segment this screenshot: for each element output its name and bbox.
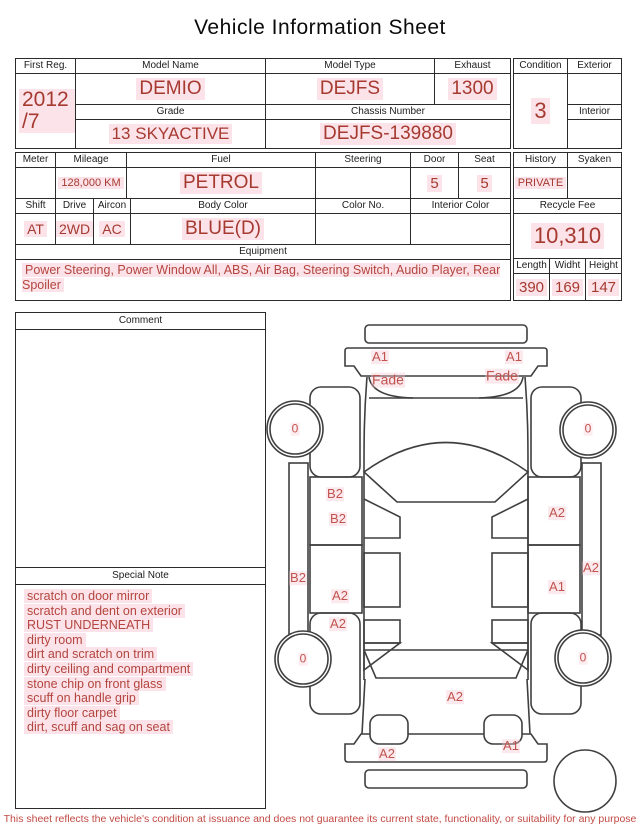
aircon-value: AC [94,214,130,244]
history-label: History [514,153,567,168]
cell-grade [76,104,266,148]
cell-model-name [76,59,266,104]
damage-mark-tailgate: A2 [447,689,463,705]
cell-body-color [131,199,316,244]
damage-mark-hood-left: Fade [372,371,404,388]
damage-mark-rear-bumper-right: A1 [503,738,519,754]
grade-label: Grade [76,105,265,120]
cell-height [586,259,621,300]
width-value: 169 [550,274,585,300]
model-type-value: DEJFS [266,74,434,104]
model-name-value: DEMIO [76,74,265,104]
cell-exterior [568,59,621,104]
special-note-line: dirty floor carpet [24,706,257,721]
color-no-label: Color No. [316,199,410,214]
steering-value [316,168,410,198]
damage-mark-front-right-wheel: 0 [584,421,592,436]
car-damage-diagram [265,310,640,818]
damage-mark-left-sill: B2 [290,570,306,586]
comment-body [16,330,265,568]
cell-door [411,153,459,198]
door-label: Door [411,153,458,168]
special-note-line: scratch on door mirror [24,589,257,604]
cell-recycle-fee [514,198,621,258]
cell-model-type [266,59,435,104]
cell-drive [56,199,94,244]
damage-mark-rear-bumper-left: A2 [379,746,395,762]
recycle-fee-label: Recycle Fee [514,199,621,214]
spare-wheel [554,750,616,812]
damage-mark-rear-right-wheel: 0 [579,650,587,665]
syaken-label: Syaken [568,153,621,168]
cell-interior-color [411,199,510,244]
special-note-line: dirty ceiling and compartment [24,662,257,677]
special-note-line: RUST UNDERNEATH [24,618,257,633]
special-note-line: scratch and dent on exterior [24,604,257,619]
cell-length [514,259,550,300]
interior-color-label: Interior Color [411,199,510,214]
mileage-label: Mileage [56,153,126,168]
cell-history [514,153,568,198]
length-label: Length [514,259,549,274]
damage-mark-front-bumper-right: A1 [506,349,522,365]
condition-value: 3 [514,74,567,148]
cell-syaken [568,153,621,198]
exhaust-value: 1300 [435,74,510,104]
seat-label: Seat [459,153,510,168]
interior-value [568,120,621,148]
page-title: Vehicle Information Sheet [194,16,446,39]
damage-mark-front-right-door: A2 [549,505,565,521]
cell-aircon [94,199,131,244]
steering-label: Steering [316,153,410,168]
damage-mark-rear-left-wheel: 0 [299,651,307,666]
syaken-value [568,168,621,198]
wheels [267,401,616,687]
cabin [364,443,528,681]
exhaust-label: Exhaust [435,59,510,74]
comment-panel [15,312,266,809]
special-note-line: stone chip on front glass [24,677,257,692]
height-label: Height [586,259,621,274]
first-reg-label: First Reg. [16,59,75,74]
exterior-value [568,74,621,104]
exterior-label: Exterior [568,59,621,74]
fenders [310,387,581,714]
chassis-number-value: DEJFS-139880 [266,120,510,148]
shift-value: AT [16,214,55,244]
interior-label: Interior [568,105,621,120]
special-note-label: Special Note [16,568,265,585]
damage-mark-front-bumper-left: A1 [372,349,388,365]
door-value: 5 [411,168,458,198]
special-note-line: dirt, scuff and sag on seat [24,720,257,735]
cell-equipment [16,244,510,300]
damage-mark-rear-left-fender: A2 [330,616,346,632]
cell-steering [316,153,411,198]
drive-value: 2WD [56,214,93,244]
special-note-list [16,585,265,808]
tail-lights [370,715,522,744]
condition-table [513,58,622,149]
damage-mark-hood-right: Fade [486,367,518,384]
condition-label: Condition [514,59,567,74]
special-note-line: dirt and scratch on trim [24,647,257,662]
meter-value [16,168,55,198]
shift-label: Shift [16,199,55,214]
first-reg-year: 2012 [19,89,75,111]
cell-condition [514,59,568,148]
equipment-value: Power Steering, Power Window All, ABS, Air Bag, Steering Switch, Audio Player, Rear Spoiler [22,263,501,292]
first-reg-value [16,74,75,148]
body-color-value: BLUE(D) [131,214,315,244]
seat-value: 5 [459,168,510,198]
equipment-label: Equipment [16,245,510,260]
width-label: Widht [550,259,585,274]
cell-width [550,259,586,300]
color-no-value [316,214,410,244]
fuel-value: PETROL [127,168,315,198]
rear-bumper-strip [365,770,527,788]
body-color-label: Body Color [131,199,315,214]
damage-mark-rear-left-door: A2 [332,588,348,604]
length-value: 390 [514,274,549,300]
damage-mark-rear-right-door: A1 [549,579,565,595]
comment-label: Comment [16,313,265,330]
cell-color-no [316,199,411,244]
damage-mark-right-sill: A2 [583,560,599,576]
disclaimer-text: This sheet reflects the vehicle's condition at issuance and does not guarantee its current state, functionality, or suitability for any purpose [3,813,637,825]
drive-label: Drive [56,199,93,214]
meter-label: Meter [16,153,55,168]
damage-mark-front-left-door-lower: B2 [330,511,346,527]
fuel-label: Fuel [127,153,315,168]
cell-first-reg [16,59,76,148]
recycle-fee-value: 10,310 [514,214,621,258]
damage-mark-front-left-wheel: 0 [291,421,299,436]
interior-color-value [411,214,510,244]
cell-shift [16,199,56,244]
chassis-number-label: Chassis Number [266,105,510,120]
cell-interior [568,104,621,148]
cell-chassis-number [266,104,510,148]
mileage-value: 128,000 KM [56,168,126,198]
cell-seat [459,153,510,198]
height-value: 147 [586,274,621,300]
cell-fuel [127,153,316,198]
history-value: PRIVATE [514,168,567,198]
aircon-label: Aircon [94,199,130,214]
grade-value: 13 SKYACTIVE [76,120,265,148]
first-reg-month: /7 [19,111,75,133]
special-note-line: scuff on handle grip [24,691,257,706]
special-note-line: dirty room [24,633,257,648]
right-sill [582,463,601,635]
model-name-label: Model Name [76,59,265,74]
front-bumper-strip [365,325,527,343]
damage-mark-front-left-door-upper: B2 [327,486,343,502]
history-fee-table [513,152,622,301]
left-sill [289,463,308,635]
cell-mileage [56,153,127,198]
cell-exhaust [435,59,510,104]
cell-meter [16,153,56,198]
model-type-label: Model Type [266,59,434,74]
specs-table [15,152,511,301]
identity-table [15,58,511,149]
